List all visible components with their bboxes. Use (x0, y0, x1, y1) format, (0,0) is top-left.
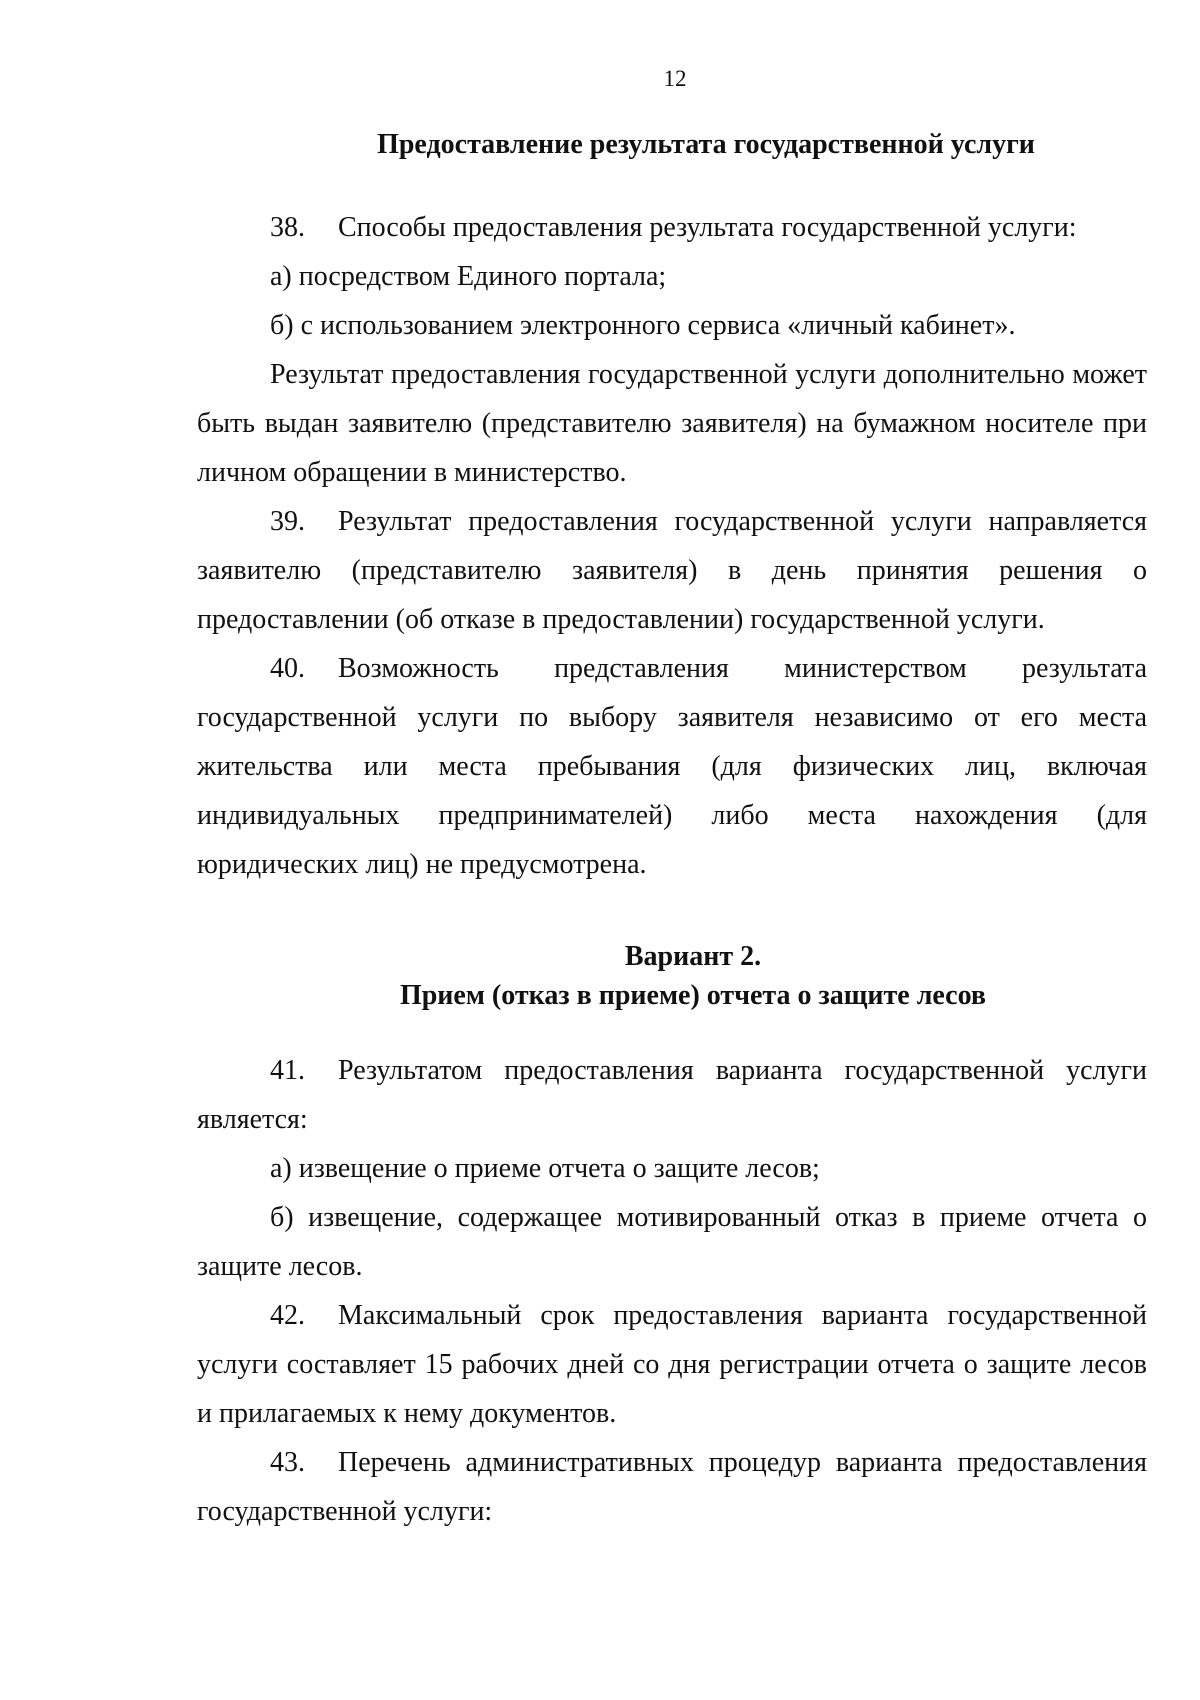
list-item-41b: б) извещение, содержащее мотивированный отказ в приеме отчета о защите лесов. (197, 1202, 1147, 1282)
paragraph-text: Перечень административных процедур варианта предоставления государственной услуги: (197, 1447, 1147, 1527)
variant-subtitle: Прием (отказ в приеме) отчета о защите лесов (399, 980, 987, 1011)
paragraph-38 (197, 203, 1147, 252)
paragraph-42 (197, 1291, 1147, 1438)
paragraph-43 (197, 1438, 1147, 1536)
paragraph-text: Результат предоставления государственной услуги направляется заявителю (представителю заявителя) в день принятия решения о предоставлении (об отказе в предоставлении) государственной услуги. (197, 506, 1147, 635)
list-item-38b: б) с использованием электронного сервиса «личный кабинет». (270, 310, 1016, 341)
paragraph-40 (197, 644, 1147, 889)
paragraph-number: 39. (270, 506, 305, 537)
section-heading-result: Предоставление результата государственной услуги (377, 129, 1035, 160)
paragraph-text: Способы предоставления результата государственной услуги: (338, 212, 1077, 243)
paragraph-number: 40. (270, 653, 305, 684)
paragraph-number: 38. (270, 212, 305, 243)
section-heading-variant-2 (197, 937, 1147, 1015)
variant-title: Вариант 2. (624, 941, 762, 972)
paragraph-text: Максимальный срок предоставления варианта государственной услуги составляет 15 рабочих дней со дня регистрации отчета о защите лесов и прилагаемых к нему документов. (197, 1300, 1147, 1429)
paragraph-41 (197, 1046, 1147, 1144)
list-item-41a: а) извещение о приеме отчета о защите лесов; (270, 1153, 820, 1184)
page-number: 12 (663, 66, 687, 91)
list-item-38a: а) посредством Единого портала; (270, 261, 667, 292)
document-body (197, 120, 1147, 1536)
paragraph-number: 42. (270, 1300, 305, 1331)
paragraph-text: Возможность представления министерством результата государственной услуги по выбору заявителя независимо от его места жительства или места пребывания (для физических лиц, включая индивидуальных предпринимателей) либо места нахождения (для юридических лиц) не предусмотрена. (197, 653, 1147, 880)
paragraph-number: 43. (270, 1447, 305, 1478)
paragraph-text: Результатом предоставления варианта государственной услуги является: (197, 1055, 1147, 1135)
paragraph-result-paper: Результат предоставления государственной услуги дополнительно может быть выдан заявителю (представителю заявителя) на бумажном носителе при личном обращении в министерство. (197, 359, 1147, 488)
paragraph-39 (197, 497, 1147, 644)
paragraph-number: 41. (270, 1055, 305, 1086)
